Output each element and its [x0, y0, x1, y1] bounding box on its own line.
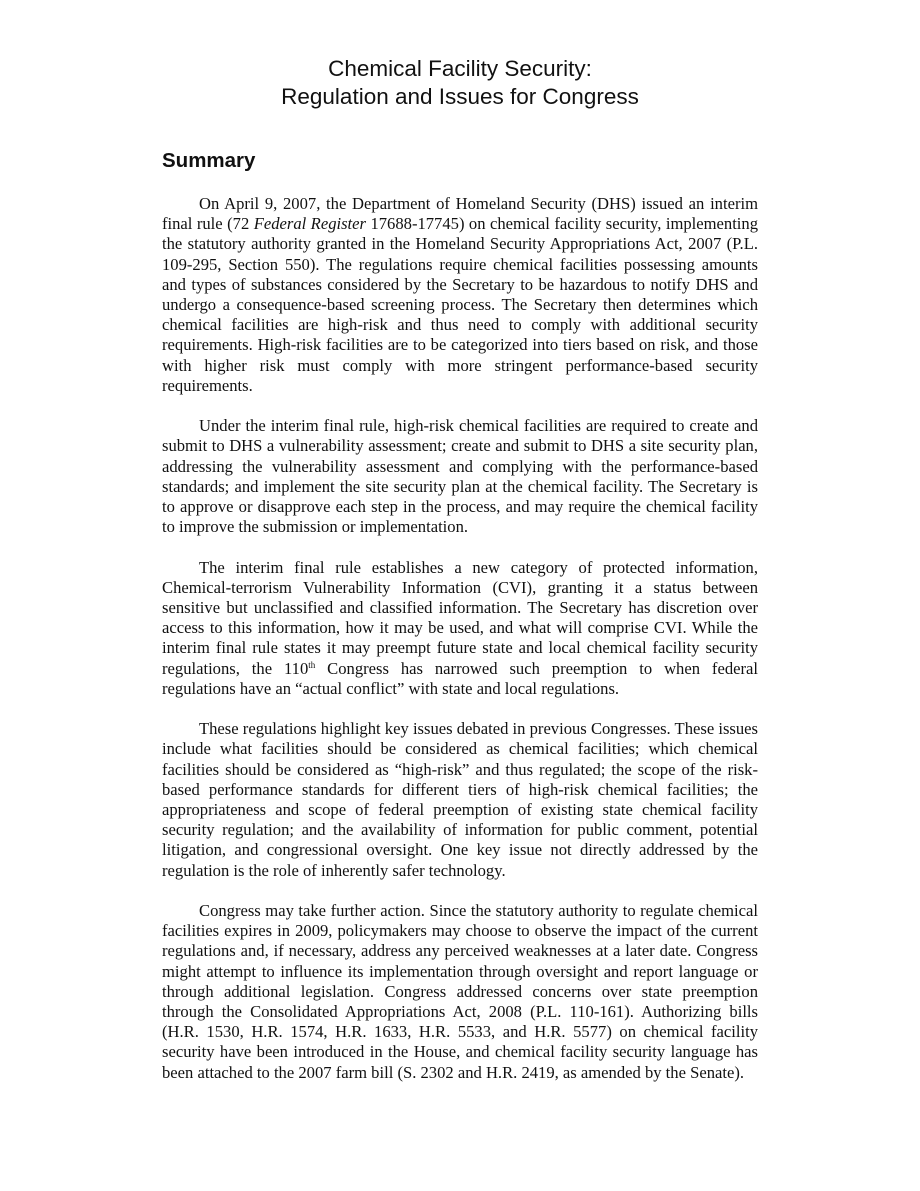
title-line-2: Regulation and Issues for Congress — [281, 84, 639, 109]
paragraph-2: Under the interim final rule, high-risk chemical facilities are required to create and submit to DHS a vulnerability assessment; create and submit to DHS a site security plan, addressing the vulnerability assessment and complying with the performance-based standards; and implement the site security plan at the chemical facility. The Secretary is to approve or disapprove each step in the process, and may require the chemical facility to improve the submission or implementation. — [162, 416, 758, 537]
title-line-1: Chemical Facility Security: — [328, 56, 592, 81]
summary-heading: Summary — [162, 149, 256, 172]
paragraph-1-part-a: On April 9, 2007, the Department of Homeland Security (DHS) issued an interim final rule (72 — [162, 194, 758, 234]
paragraph-5: Congress may take further action. Since the statutory authority to regulate chemical facilities expires in 2009, policymakers may choose to observe the impact of the current regulations and, if necessary, address any perceived weaknesses at a later date. Congress might attempt to influence its implementation through oversight and report language or through additional legislation. Congress addressed concerns over state preemption through the Consolidated Appropriations Act, 2008 (P.L. 110-161). Authorizing bills (H.R. 1530, H.R. 1574, H.R. 1633, H.R. 5533, and H.R. 5577) on chemical facility security have been introduced in the House, and chemical facility security language has been attached to the 2007 farm bill (S. 2302 and H.R. 2419, as amended by the Senate). — [162, 901, 758, 1082]
federal-register-italic: Federal Register — [253, 214, 366, 234]
summary-body — [162, 194, 758, 1103]
document-title — [0, 55, 920, 111]
paragraph-4: These regulations highlight key issues debated in previous Congresses. These issues include what facilities should be considered as chemical facilities; which chemical facilities should be considered as “high-risk” and thus regulated; the scope of the risk-based performance standards for different tiers of high-risk chemical facilities; the appropriateness and scope of federal preemption of existing state chemical facility security regulation; and the availability of information for public comment, potential litigation, and congressional oversight. One key issue not directly addressed by the regulation is the role of inherently safer technology. — [162, 719, 758, 880]
paragraph-3-part-b: Congress has narrowed such preemption to when federal regulations have an “actual conflict” with state and local regulations. — [162, 658, 758, 698]
paragraph-1 — [162, 194, 758, 396]
paragraph-3 — [162, 558, 758, 699]
paragraph-1-part-c: 17688-17745) on chemical facility security, implementing the statutory authority granted in the Homeland Security Appropriations Act, 2007 (P.L. 109-295, Section 550). The regulations require chemical facilities possessing amounts and types of substances considered by the Secretary to be hazardous to notify DHS and undergo a consequence-based screening process. The Secretary then determines which chemical facilities are high-risk and thus need to comply with additional security requirements. High-risk facilities are to be categorized into tiers based on risk, and those with higher risk must comply with more stringent performance-based security requirements. — [162, 214, 759, 395]
paragraph-3-part-a: The interim final rule establishes a new category of protected information, Chemical-terrorism Vulnerability Information (CVI), granting it a status between sensitive but unclassified and classified information. The Secretary has discretion over access to this information, how it may be used, and what will comprise CVI. While the interim final rule states it may preempt future state and local chemical facility security regulations, the 110 — [162, 557, 758, 678]
ordinal-superscript: th — [308, 659, 316, 670]
